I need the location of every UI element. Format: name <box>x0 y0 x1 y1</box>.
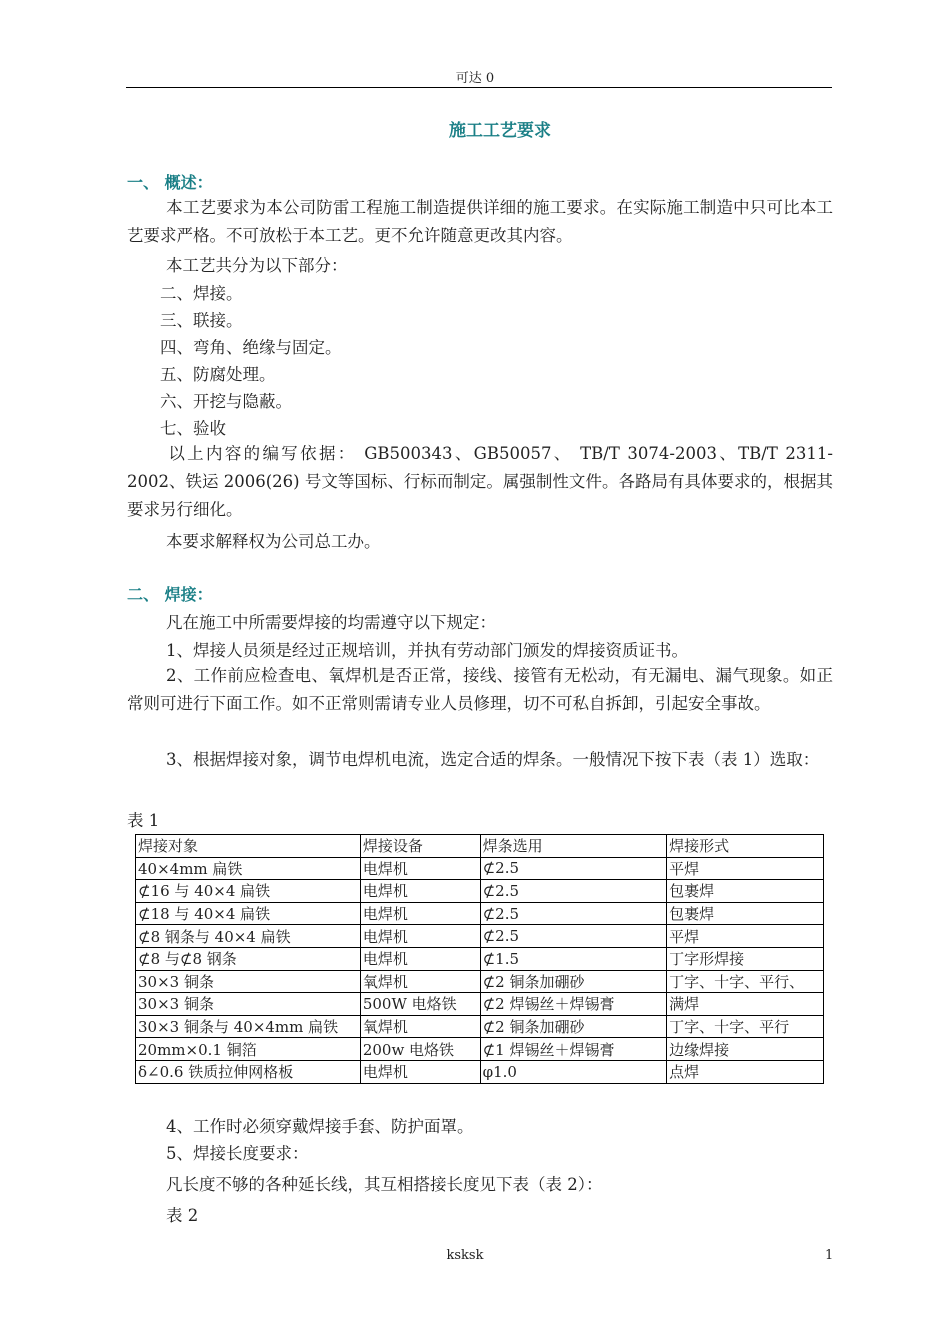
welding-table <box>135 834 824 1084</box>
table-header-row <box>136 835 824 858</box>
section1-item: 二、焊接。 <box>160 284 243 303</box>
table-cell: ⊄2.5 <box>480 880 667 903</box>
table-cell: 包裹焊 <box>667 880 824 903</box>
table-row <box>136 993 824 1016</box>
page-footer: ksksk <box>446 1248 484 1263</box>
section2-heading: 二、 焊接： <box>127 585 213 604</box>
welding-rule-2 <box>127 662 833 718</box>
table-row <box>136 1038 824 1061</box>
table-cell: 包裹焊 <box>667 902 824 925</box>
table-row <box>136 1015 824 1038</box>
table-cell: ⊄8 与⊄8 钢条 <box>136 947 361 970</box>
section1-item: 六、开挖与隐蔽。 <box>160 392 292 411</box>
table-cell: ⊄2 焊锡丝＋焊锡膏 <box>480 993 667 1016</box>
welding-rule-5: 5、焊接长度要求： <box>166 1144 309 1163</box>
section1-parts-intro: 本工艺共分为以下部分： <box>166 256 348 275</box>
table-cell: δ∠0.6 铁质拉伸网格板 <box>136 1060 361 1083</box>
section1-rights: 本要求解释权为公司总工办。 <box>166 532 381 551</box>
table-cell: ⊄1 焊锡丝＋焊锡膏 <box>480 1038 667 1061</box>
table-header-cell: 焊条选用 <box>480 835 667 858</box>
table-cell: 满焊 <box>667 993 824 1016</box>
page-number: 1 <box>825 1248 834 1263</box>
table-cell: 500W 电烙铁 <box>360 993 480 1016</box>
welding-rule-1: 1、焊接人员须是经过正规培训，并执有劳动部门颁发的焊接资质证书。 <box>166 641 688 660</box>
table-cell: 平焊 <box>667 925 824 948</box>
section1-item: 四、弯角、绝缘与固定。 <box>160 338 342 357</box>
table-cell: 电焊机 <box>360 902 480 925</box>
table-header-cell: 焊接设备 <box>360 835 480 858</box>
table-row <box>136 880 824 903</box>
table-header-cell: 焊接对象 <box>136 835 361 858</box>
welding-rule-4: 4、工作时必须穿戴焊接手套、防护面罩。 <box>166 1117 474 1136</box>
section1-item: 五、防腐处理。 <box>160 365 276 384</box>
welding-rule-5-text: 凡长度不够的各种延长线，其互相搭接长度见下表（表 2）： <box>166 1175 603 1194</box>
table-cell: ⊄2.5 <box>480 902 667 925</box>
section1-heading: 一、 概述： <box>127 173 213 192</box>
table-cell: 40×4mm 扁铁 <box>136 857 361 880</box>
table-cell: 氧焊机 <box>360 970 480 993</box>
table-cell: 30×3 铜条与 40×4mm 扁铁 <box>136 1015 361 1038</box>
table1-label: 表 1 <box>127 811 160 830</box>
table-header-cell: 焊接形式 <box>667 835 824 858</box>
table-cell: ⊄1.5 <box>480 947 667 970</box>
document-title: 施工工艺要求 <box>449 121 551 141</box>
page-header: 可达 0 <box>455 71 495 86</box>
table-row <box>136 925 824 948</box>
section1-intro <box>127 194 833 250</box>
table-cell: 丁字形焊接 <box>667 947 824 970</box>
table-row <box>136 902 824 925</box>
header-rule <box>126 87 832 88</box>
section1-item: 七、验收 <box>160 419 226 438</box>
table-cell: 边缘焊接 <box>667 1038 824 1061</box>
table-cell: 200w 电烙铁 <box>360 1038 480 1061</box>
section1-item: 三、联接。 <box>160 311 243 330</box>
table-cell: φ1.0 <box>480 1060 667 1083</box>
table2-label: 表 2 <box>166 1206 199 1225</box>
table-cell: 30×3 铜条 <box>136 993 361 1016</box>
table-cell: ⊄2 铜条加硼砂 <box>480 1015 667 1038</box>
section1-basis <box>127 440 833 524</box>
table-cell: 20mm×0.1 铜箔 <box>136 1038 361 1061</box>
table-row <box>136 947 824 970</box>
table-cell: 电焊机 <box>360 857 480 880</box>
table-cell: 氧焊机 <box>360 1015 480 1038</box>
table-cell: 平焊 <box>667 857 824 880</box>
table-cell: 电焊机 <box>360 925 480 948</box>
section2-intro: 凡在施工中所需要焊接的均需遵守以下规定： <box>166 613 496 632</box>
welding-rule-3 <box>127 746 833 774</box>
table-cell: ⊄8 钢条与 40×4 扁铁 <box>136 925 361 948</box>
table-cell: ⊄2 铜条加硼砂 <box>480 970 667 993</box>
table-row <box>136 1060 824 1083</box>
table-cell: ⊄18 与 40×4 扁铁 <box>136 902 361 925</box>
table-cell: 电焊机 <box>360 1060 480 1083</box>
welding-rule-2-text: 2、工作前应检查电、氧焊机是否正常，接线、接管有无松动，有无漏电、漏气现象。如正常则可进行下面工作。如不正常则需请专业人员修理，切不可私自拆卸，引起安全事故。 <box>127 666 833 713</box>
table-cell: ⊄2.5 <box>480 925 667 948</box>
table-cell: 丁字、十字、平行、 <box>667 970 824 993</box>
table-row <box>136 970 824 993</box>
table-cell: 点焊 <box>667 1060 824 1083</box>
section1-intro-text: 本工艺要求为本公司防雷工程施工制造提供详细的施工要求。在实际施工制造中只可比本工艺要求严格。不可放松于本工艺。更不允许随意更改其内容。 <box>127 198 833 245</box>
section1-basis-text: 以上内容的编写依据： GB500343、GB50057、 TB/T 3074-2003、TB/T 2311-2002、铁运 2006(26) 号文等国标、行标而制定。属强制性文件。各路局有具体要求的，根据其要求另行细化。 <box>127 444 833 519</box>
table-cell: ⊄2.5 <box>480 857 667 880</box>
welding-rule-3-text: 3、根据焊接对象，调节电焊机电流，选定合适的焊条。一般情况下按下表（表 1）选取： <box>166 750 820 769</box>
table-cell: 30×3 铜条 <box>136 970 361 993</box>
table-row <box>136 857 824 880</box>
table-cell: 丁字、十字、平行 <box>667 1015 824 1038</box>
table-cell: 电焊机 <box>360 880 480 903</box>
table-cell: 电焊机 <box>360 947 480 970</box>
table-cell: ⊄16 与 40×4 扁铁 <box>136 880 361 903</box>
